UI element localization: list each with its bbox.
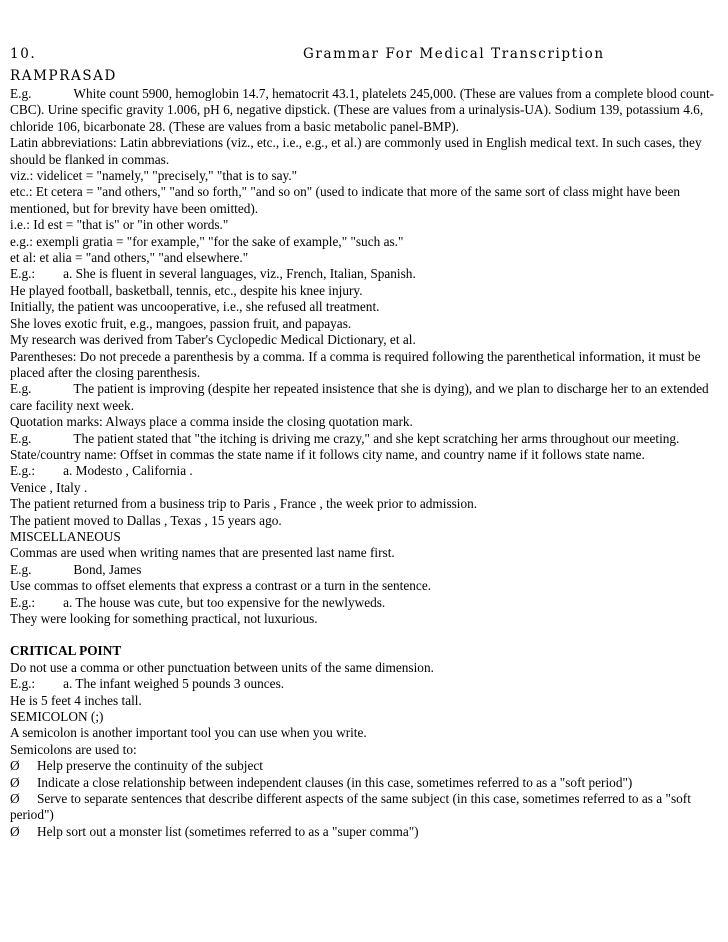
paragraph: viz.: videlicet = "namely," "precisely," "that is to say." <box>10 168 298 184</box>
paragraph: E.g. The patient is improving (despite her repeated insistence that she is dying), and we plan to discharge her to an extended care facility next week. <box>10 381 709 413</box>
paragraph: Initially, the patient was uncooperative, i.e., she refused all treatment. <box>10 299 380 315</box>
paragraph: Commas are used when writing names that are presented last name first. <box>10 545 395 561</box>
list-item: Ø Help sort out a monster list (sometimes referred to as a "super comma") <box>10 823 419 839</box>
bullet-icon: Ø <box>10 791 20 807</box>
paragraph: E.g. The patient stated that "the itching is driving me crazy," and she kept scratching her arms throughout our meeting. <box>10 430 680 446</box>
paragraph: E.g. White count 5900, hemoglobin 14.7, hematocrit 43.1, platelets 245,000. (These are values from a complete blood count-CBC). Urine specific gravity 1.006, pH 6, negative dipstick. (These are values from a urinalysis-UA). Sodium 139, potassium 4.6, chloride 106, bicarbonate 28. (These are values from a basic metabolic panel-BMP). <box>10 86 715 134</box>
paragraph: The patient returned from a business trip to Paris , France , the week prior to admission. <box>10 496 478 512</box>
paragraph: Latin abbreviations: Latin abbreviations (viz., etc., i.e., e.g., et al.) are commonly used in English medical text. In such cases, they should be flanked in commas. <box>10 135 702 167</box>
list-item: Ø Indicate a close relationship between independent clauses (in this case, sometimes referred to as a "soft period") <box>10 774 633 790</box>
paragraph: State/country name: Offset in commas the state name if it follows city name, and country name if it follows state name. <box>10 446 645 462</box>
bullet-icon: Ø <box>10 774 20 790</box>
paragraph: He played football, basketball, tennis, etc., despite his knee injury. <box>10 282 363 298</box>
document-body <box>10 86 722 840</box>
paragraph: Semicolons are used to: <box>10 741 137 757</box>
paragraph: Do not use a comma or other punctuation between units of the same dimension. <box>10 659 434 675</box>
bullet-icon: Ø <box>10 823 20 839</box>
paragraph: Parentheses: Do not precede a parenthesis by a comma. If a comma is required following the parenthetical information, it must be placed after the closing parenthesis. <box>10 348 701 380</box>
paragraph: They were looking for something practical, not luxurious. <box>10 611 318 626</box>
author-name: RAMPRASAD <box>10 68 117 84</box>
section-heading: CRITICAL POINT <box>10 643 122 659</box>
paragraph: i.e.: Id est = "that is" or "in other words." <box>10 217 229 233</box>
paragraph: Quotation marks: Always place a comma inside the closing quotation mark. <box>10 414 413 430</box>
paragraph: e.g.: exempli gratia = "for example," "for the sake of example," "such as." <box>10 233 404 249</box>
paragraph: The patient moved to Dallas , Texas , 15 years ago. <box>10 512 282 528</box>
paragraph: et al: et alia = "and others," "and elsewhere." <box>10 250 249 266</box>
paragraph: Venice , Italy . <box>10 479 88 495</box>
paragraph: He is 5 feet 4 inches tall. <box>10 692 142 708</box>
paragraph: E.g.: a. She is fluent in several languages, viz., French, Italian, Spanish. <box>10 266 416 282</box>
list-item: Ø Help preserve the continuity of the subject <box>10 758 263 774</box>
section-heading: MISCELLANEOUS <box>10 528 121 544</box>
paragraph: Use commas to offset elements that express a contrast or a turn in the sentence. <box>10 578 432 594</box>
paragraph: etc.: Et cetera = "and others," "and so forth," "and so on" (used to indicate that more of the same sort of class might have been mentioned, but for brevity have been omitted). <box>10 184 680 216</box>
paragraph: A semicolon is another important tool you can use when you write. <box>10 725 367 741</box>
paragraph: E.g.: a. The house was cute, but too expensive for the newlyweds. <box>10 594 386 610</box>
section-heading: SEMICOLON (;) <box>10 709 104 725</box>
paragraph: E.g. Bond, James <box>10 561 142 577</box>
paragraph: My research was derived from Taber's Cyclopedic Medical Dictionary, et al. <box>10 332 416 348</box>
bullet-icon: Ø <box>10 758 20 774</box>
paragraph: E.g.: a. Modesto , California . <box>10 463 193 479</box>
list-item: Ø Serve to separate sentences that describe different aspects of the same subject (in this case, sometimes referred to as a "soft period") <box>10 791 691 823</box>
paragraph: E.g.: a. The infant weighed 5 pounds 3 ounces. <box>10 676 285 692</box>
paragraph: She loves exotic fruit, e.g., mangoes, passion fruit, and papayas. <box>10 315 352 331</box>
page-header <box>10 44 722 64</box>
page-number: 10. <box>10 46 37 62</box>
document-page <box>10 44 722 840</box>
page-title: Grammar For Medical Transcription <box>303 46 605 62</box>
